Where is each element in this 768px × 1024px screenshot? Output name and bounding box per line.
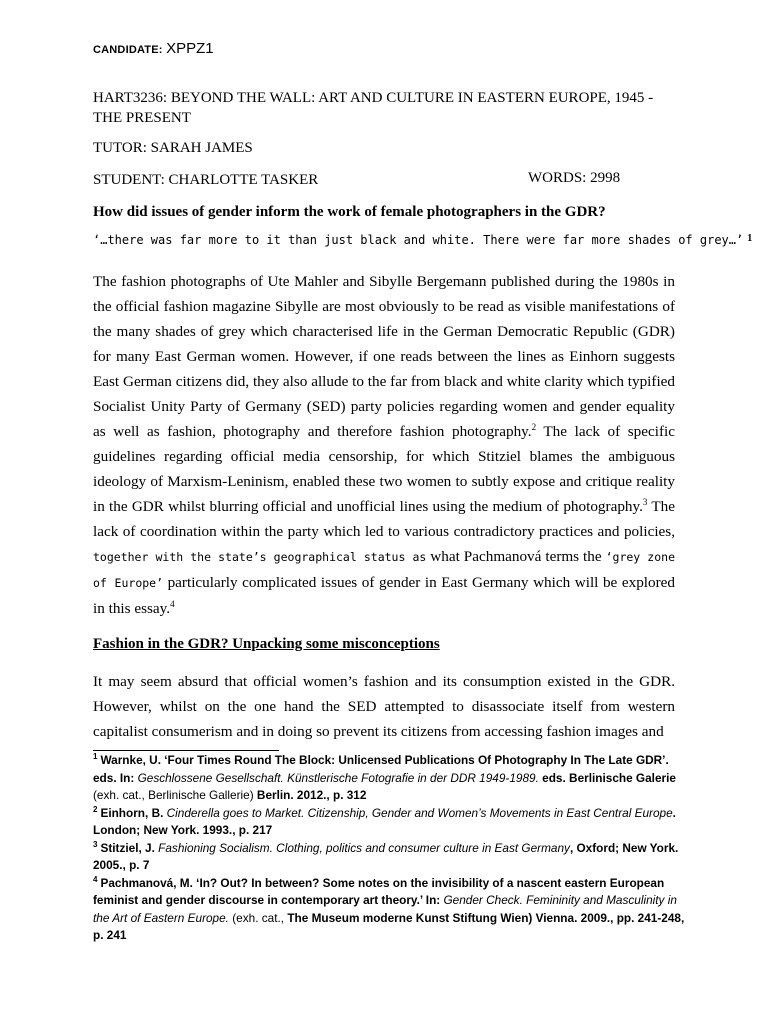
footnote-text: The Museum moderne Kunst Stiftung Wien) Vienna. 2009., pp. 241-248, p. 241: [93, 910, 685, 942]
footnote-text: eds. Berlinische Galerie: [538, 770, 676, 785]
word-count: WORDS: 2998: [528, 170, 621, 186]
footnote-ref-1: 1: [747, 233, 753, 244]
footnote-1: [93, 752, 693, 805]
footnote-text: Einhorn, B.: [100, 805, 167, 820]
body-paragraph-1: [93, 269, 675, 621]
epigraph-text: ‘…there was far more to it than just black and white. There were far more shades of grey…’: [93, 233, 744, 247]
p1-text-c: The lack of coordination within the party which led to various contradictory practices and policies,: [93, 498, 675, 540]
p1-text-c-mono: together with the state’s geographical status as: [93, 550, 427, 564]
footnote-italic: Gender Check. Femininity and Masculinity in the Art of Eastern Europe.: [93, 893, 677, 925]
essay-question: How did issues of gender inform the work of female photographers in the GDR?: [93, 204, 606, 220]
footnote-text: , Oxford; New York. 2005., p. 7: [93, 840, 679, 872]
footnote-number: 2: [93, 804, 98, 814]
footnote-4: [93, 875, 693, 945]
p1-text-d-mono: ‘grey zone of Europe’: [93, 550, 675, 590]
footnote-ref-2: 2: [531, 421, 537, 432]
footnote-text: (exh. cat.,: [228, 910, 288, 925]
footnote-text: . London; New York. 1993., p. 217: [93, 805, 676, 837]
section-heading: Fashion in the GDR? Unpacking some misconceptions: [93, 636, 440, 652]
footnotes: [93, 752, 693, 945]
footnote-2: [93, 805, 693, 840]
body-paragraph-2: It may seem absurd that official women’s fashion and its consumption existed in the GDR. However, whilst on the one hand the SED attempted to disassociate itself from western capitalist consumerism and in doing so prevent its citizens from accessing fashion images and: [93, 673, 675, 740]
footnote-number: 3: [93, 839, 98, 849]
footnote-italic: Fashioning Socialism. Clothing, politics and consumer culture in East Germany: [158, 840, 570, 855]
p1-text-e: particularly complicated issues of gender in East Germany which will be explored in this essay.: [93, 574, 675, 617]
epigraph: [93, 231, 753, 251]
p1-text-a: The fashion photographs of Ute Mahler and Sibylle Bergemann published during the 1980s in the official fashion magazine Sibylle are most obviously to be read as visible manifestations of the many shades of grey which characterised life in the German Democratic Republic (GDR) for many East German women. However, if one reads between the lines as Einhorn suggests East German citizens did, they also allude to the far from black and white clarity which typified Socialist Unity Party of Germany (SED) party policies regarding women and gender equality as well as fashion, photography and therefore fashion photography.: [93, 273, 675, 440]
footnote-ref-4: 4: [170, 598, 175, 609]
student-name: STUDENT: CHARLOTTE TASKER: [93, 172, 319, 188]
footnote-italic: Cinderella goes to Market. Citizenship, Gender and Women’s Movements in East Central Europe: [166, 805, 673, 820]
candidate-value: XPPZ1: [166, 40, 214, 57]
footnote-number: 1: [93, 752, 98, 762]
p1-text-d: what Pachmanová terms the: [426, 548, 606, 565]
footnote-number: 4: [93, 874, 98, 884]
footnote-divider: [93, 750, 279, 751]
footnote-text: Pachmanová, M. ‘In? Out? In between? Some notes on the invisibility of a nascent eastern European feminist and gender discourse in contemporary art theory.’ In:: [93, 875, 665, 907]
footnote-text: Stitziel, J.: [100, 840, 159, 855]
footnote-text: Berlin. 2012., p. 312: [253, 788, 367, 802]
footnote-3: [93, 840, 693, 875]
footnote-italic: Geschlossene Gesellschaft. Künstlerische Fotografie in der DDR 1949-1989.: [137, 770, 539, 785]
p1-text-b: The lack of specific guidelines regarding official media censorship, for which Stitziel blames the ambiguous ideology of Marxism-Leninism, enabled these two women to subtly expose and critique reality in the GDR whilst blurring official and unofficial lines using the medium of photography.: [93, 423, 675, 515]
tutor-name: TUTOR: SARAH JAMES: [93, 140, 253, 156]
footnote-text: (exh. cat., Berlinische Gallerie): [93, 788, 254, 802]
candidate-id: [93, 40, 214, 58]
candidate-label: CANDIDATE:: [93, 44, 163, 56]
footnote-ref-3: 3: [642, 496, 648, 507]
course-title: HART3236: BEYOND THE WALL: ART AND CULTURE IN EASTERN EUROPE, 1945 - THE PRESENT: [93, 90, 654, 126]
footnote-text: Warnke, U. ‘Four Times Round The Block: Unlicensed Publications Of Photography In The Late GDR’. eds. In:: [93, 753, 669, 785]
